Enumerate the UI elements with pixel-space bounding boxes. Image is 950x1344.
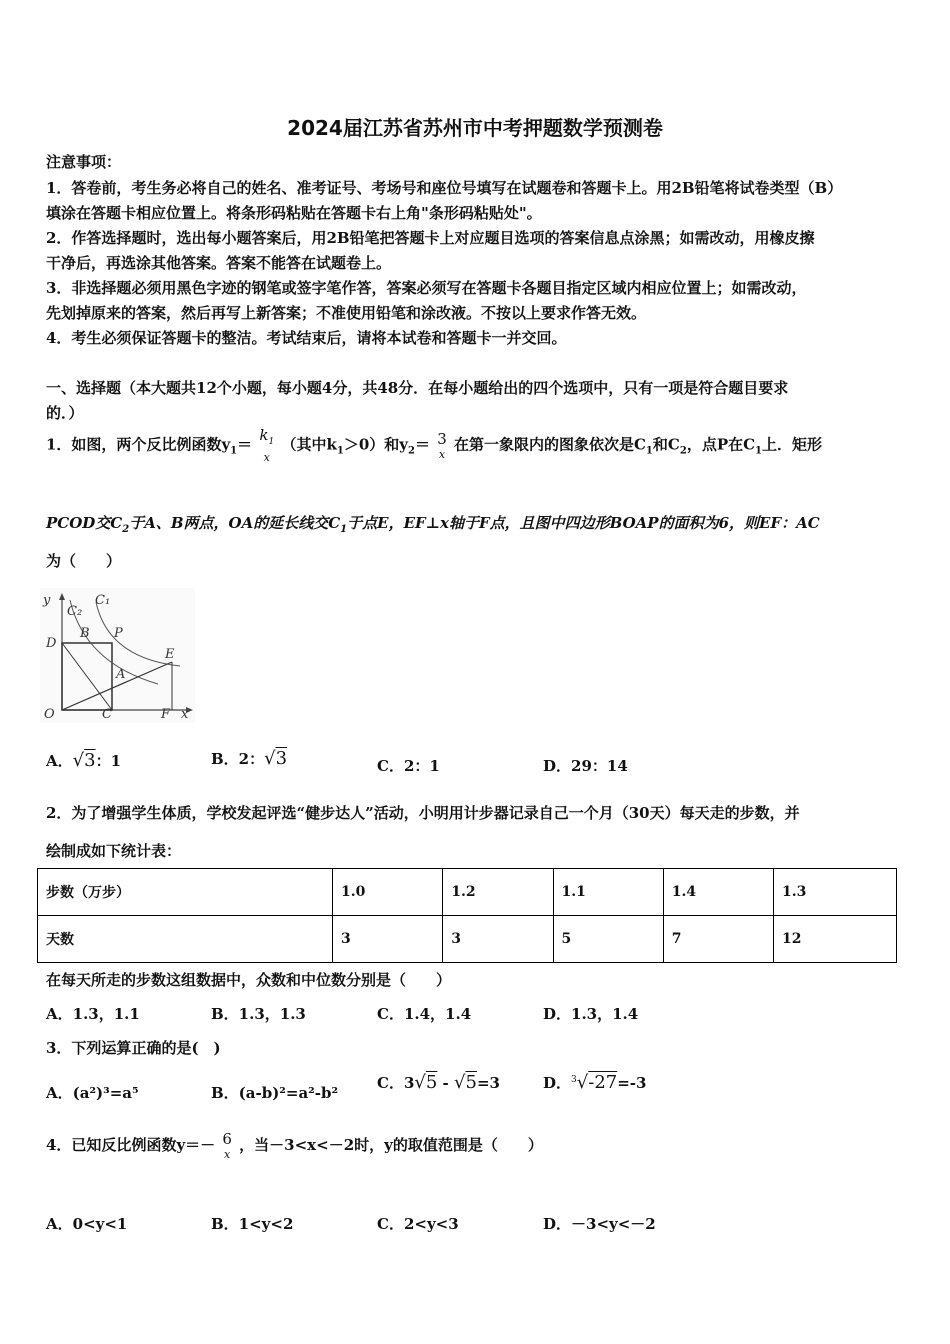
steps-table <box>37 868 897 963</box>
notice-line-3: 2．作答选择题时，选出每小题答案后，用2B铅笔把答题卡上对应题目选项的答案信息点涂黑；如需改动，用橡皮擦 <box>46 229 815 247</box>
label-c: C <box>102 707 112 722</box>
question-4-option-d[interactable]: D．－3<y<－2 <box>543 1215 656 1233</box>
question-2-option-d[interactable]: D．1.3，1.4 <box>543 1005 639 1023</box>
notice-line-1: 1．答卷前，考生务必将自己的姓名、准考证号、考场号和座位号填写在试题卷和答题卡上。用2B铅笔将试卷类型（B） <box>46 179 843 197</box>
label-x: x <box>181 707 189 722</box>
section-heading-line-2: 的．） <box>46 404 84 422</box>
fraction-6-over-x: 6 x <box>222 1130 232 1161</box>
notice-line-6: 先划掉原来的答案，然后再写上新答案；不准使用铅笔和涂改液。不按以上要求作答无效。 <box>46 304 647 322</box>
label-c2: C₂ <box>67 604 83 619</box>
cube-root-neg-27: √-27 <box>576 1072 618 1093</box>
table-cell: 1.2 <box>443 869 553 916</box>
question-2-question: 在每天所走的步数这组数据中，众数和中位数分别是（ ） <box>46 971 452 989</box>
sqrt-5-first: √5 <box>414 1072 438 1093</box>
table-cell: 天数 <box>38 916 333 963</box>
question-1-line-2: PCOD交$C_2$于A、B两点，OA的延长线交$C_1$于点E，EF⊥x轴于F点，且图中四边形BOAP的面积为6，则EF：AC <box>46 514 820 535</box>
question-4-stem: 4．已知反比例函数y＝－ 6 x ，当－3<x<－2时，y的取值范围是（ ） <box>46 1130 543 1161</box>
notice-line-7: 4．考生必须保证答题卡的整洁。考试结束后，请将本试卷和答题卡一并交回。 <box>46 329 567 347</box>
table-cell: 1.3 <box>774 869 897 916</box>
question-1-option-b[interactable]: B．2：√3 <box>211 748 288 769</box>
table-cell: 1.4 <box>663 869 773 916</box>
question-3-option-c[interactable]: C．3√5 - √5=3 <box>377 1072 500 1093</box>
label-c1: C₁ <box>95 593 111 608</box>
label-y: y <box>43 593 51 608</box>
fraction-k1-over-x: $k_1$ x <box>259 426 275 464</box>
table-row <box>38 916 897 963</box>
document-title: 2024届江苏省苏州市中考押题数学预测卷 <box>287 116 663 140</box>
notice-line-2: 填涂在答题卡相应位置上。将条形码粘贴在答题卡右上角"条形码粘贴处"。 <box>46 204 542 222</box>
fraction-3-over-x: 3 x <box>437 429 447 461</box>
table-cell: 3 <box>443 916 553 963</box>
question-1-line-3: 为（ ） <box>46 552 122 570</box>
table-cell: 步数（万步） <box>38 869 333 916</box>
question-4-option-a[interactable]: A．0<y<1 <box>46 1215 128 1233</box>
table-cell: 7 <box>663 916 773 963</box>
question-3-option-b[interactable]: B．(a-b)²=a²-b² <box>211 1084 339 1102</box>
table-cell: 12 <box>774 916 897 963</box>
question-2-line-2: 绘制成如下统计表： <box>46 842 182 860</box>
question-1-stem: 1．如图，两个反比例函数$y_1=$ $k_1$ x （其中$k_1>0$）和$y_2=$ 3 x 在第一象限内的图象依次是$C_1$和$C_2$，点P在$C_1$上．矩形 <box>46 426 823 464</box>
table-cell: 5 <box>553 916 663 963</box>
table-cell: 1.0 <box>333 869 443 916</box>
label-o: O <box>44 707 55 722</box>
notice-heading: 注意事项： <box>46 153 122 171</box>
question-1-option-a[interactable]: A．√3：1 <box>46 750 122 771</box>
table-row <box>38 869 897 916</box>
label-e: E <box>165 647 175 662</box>
label-f: F <box>161 707 171 722</box>
sqrt-3-b: √3 <box>264 748 288 769</box>
table-cell: 1.1 <box>553 869 663 916</box>
question-2-option-a[interactable]: A．1.3，1.1 <box>46 1005 140 1023</box>
question-2-option-c[interactable]: C．1.4，1.4 <box>377 1005 472 1023</box>
section-heading-line-1: 一、选择题（本大题共12个小题，每小题4分，共48分．在每小题给出的四个选项中，只有一项是符合题目要求 <box>46 379 789 397</box>
label-a: A <box>116 667 126 682</box>
question-3-stem: 3．下列运算正确的是( ) <box>46 1039 221 1057</box>
label-b: B <box>80 626 90 641</box>
question-1-option-c[interactable]: C．2：1 <box>377 757 440 775</box>
notice-line-4: 干净后，再选涂其他答案。答案不能答在试题卷上。 <box>46 254 392 272</box>
sqrt-3-a: √3 <box>72 750 96 771</box>
question-4-option-b[interactable]: B．1<y<2 <box>211 1215 294 1233</box>
question-1-figure <box>40 588 195 723</box>
question-3-option-d[interactable]: D．$^3$√-27=-3 <box>543 1072 647 1093</box>
label-p: P <box>114 626 123 641</box>
question-4-option-c[interactable]: C．2<y<3 <box>377 1215 459 1233</box>
table-cell: 3 <box>333 916 443 963</box>
sqrt-5-second: √5 <box>454 1072 477 1093</box>
question-3-option-a[interactable]: A．(a²)³=a⁵ <box>46 1084 139 1102</box>
question-2-line-1: 2．为了增强学生体质，学校发起评选“健步达人”活动，小明用计步器记录自己一个月（30天）每天走的步数，并 <box>46 804 800 822</box>
question-2-option-b[interactable]: B．1.3，1.3 <box>211 1005 306 1023</box>
notice-line-5: 3．非选择题必须用黑色字迹的钢笔或签字笔作答，答案必须写在答题卡各题目指定区域内相应位置上；如需改动， <box>46 279 807 297</box>
label-d: D <box>46 636 57 651</box>
question-1-option-d[interactable]: D．29：14 <box>543 757 628 775</box>
